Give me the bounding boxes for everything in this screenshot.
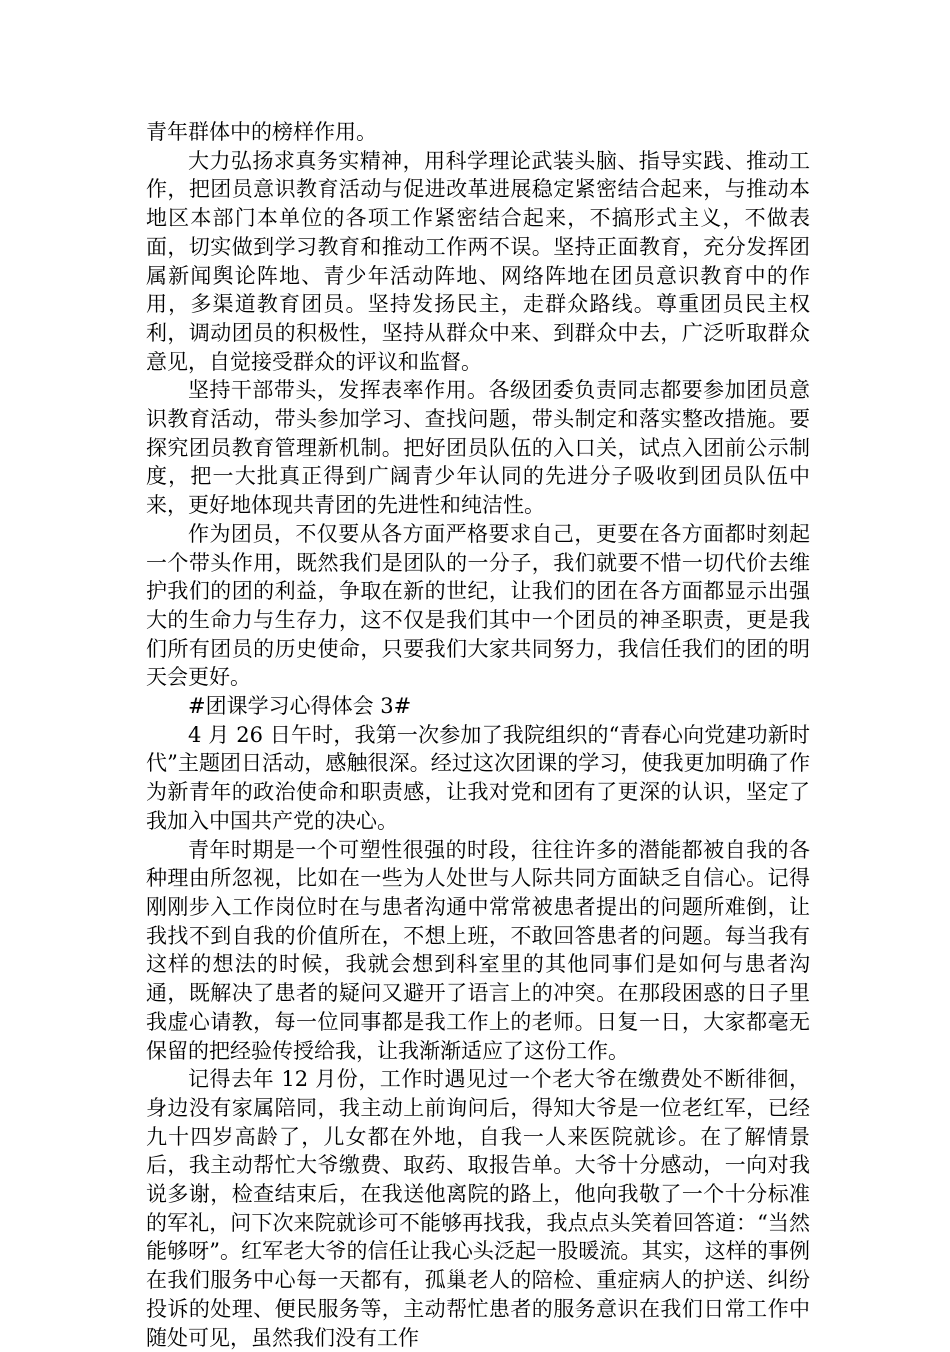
paragraph-6: 青年时期是一个可塑性很强的时段，往往许多的潜能都被自我的各种理由所忽视，比如在一些为人处世与人际共同方面缺乏自信心。记得刚刚步入工作岗位时在与患者沟通中常常被患者提出的问题所难倒，让我找不到自我的价值所在，不想上班，不敢回答患者的问题。每当我有这样的想法的时候，我就会想到科室里的其他同事们是如何与患者沟通，既解决了患者的疑问又避开了语言上的冲突。在那段困惑的日子里我虚心请教，每一位同事都是我工作上的老师。日复一日，大家都毫无保留的把经验传授给我，让我渐渐适应了这份工作。	[146, 837, 810, 1063]
document-page	[146, 118, 810, 1352]
section-heading: #团课学习心得体会 3#	[188, 694, 412, 719]
paragraph-5: 4 月 26 日午时，我第一次参加了我院组织的“青春心向党建功新时代”主题团日活动，感触很深。经过这次团课的学习，使我更加明确了作为新青年的政治使命和职责感，让我对党和团有了更深的认识，坚定了我加入中国共产党的决心。	[146, 722, 810, 833]
paragraph-1: 青年群体中的榜样作用。	[146, 120, 377, 144]
paragraph-3: 坚持干部带头，发挥表率作用。各级团委负责同志都要参加团员意识教育活动，带头参加学习、查找问题，带头制定和落实整改措施。要探究团员教育管理新机制。把好团员队伍的入口关，试点入团前公示制度，把一大批真正得到广阔青少年认同的先进分子吸收到团员队伍中来，更好地体现共青团的先进性和纯洁性。	[146, 378, 810, 518]
paragraph-7: 记得去年 12 月份，工作时遇见过一个老大爷在缴费处不断徘徊，身边没有家属陪同，我主动上前询问后，得知大爷是一位老红军，已经九十四岁高龄了，儿女都在外地，自我一人来医院就诊。在了解情景后，我主动帮忙大爷缴费、取药、取报告单。大爷十分感动，一向对我说多谢，检查结束后，在我送他离院的路上，他向我敬了一个十分标准的军礼，问下次来院就诊可不能够再找我，我点点头笑着回答道：“当然能够呀”。红军老大爷的信任让我心头泛起一股暖流。其实，这样的事例在我们服务中心每一天都有，孤巢老人的陪检、重症病人的护送、纠纷投诉的处理、便民服务等，主动帮忙患者的服务意识在我们日常工作中随处可见，虽然我们没有工作	[146, 1067, 810, 1350]
paragraph-2: 大力弘扬求真务实精神，用科学理论武装头脑、指导实践、推动工作，把团员意识教育活动与促进改革进展稳定紧密结合起来，与推动本地区本部门本单位的各项工作紧密结合起来，不搞形式主义，不做表面，切实做到学习教育和推动工作两不误。坚持正面教育，充分发挥团属新闻舆论阵地、青少年活动阵地、网络阵地在团员意识教育中的作用，多渠道教育团员。坚持发扬民主，走群众路线。尊重团员民主权利，调动团员的积极性，坚持从群众中来、到群众中去，广泛听取群众意见，自觉接受群众的评议和监督。	[146, 148, 810, 374]
paragraph-4: 作为团员，不仅要从各方面严格要求自己，更要在各方面都时刻起一个带头作用，既然我们是团队的一分子，我们就要不惜一切代价去维护我们的团的利益，争取在新的世纪，让我们的团在各方面都显示出强大的生命力与生存力，这不仅是我们其中一个团员的神圣职责，更是我们所有团员的历史使命，只要我们大家共同努力，我信任我们的团的明天会更好。	[146, 521, 810, 690]
